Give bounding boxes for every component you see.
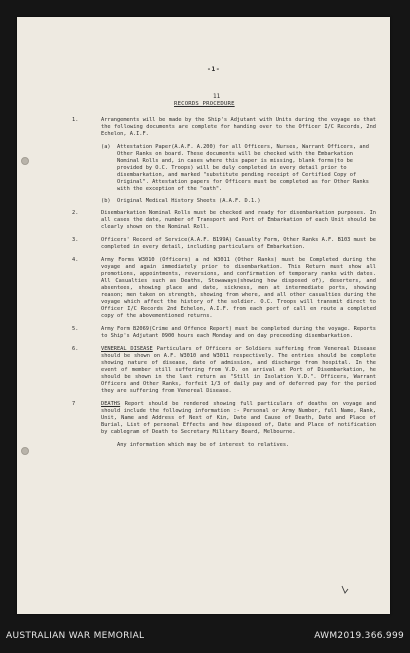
paragraph-4 xyxy=(17,257,390,320)
paragraph-number: 3. xyxy=(72,237,79,243)
page-number: -1- xyxy=(207,65,221,73)
institution-name: AUSTRALIAN WAR MEMORIAL xyxy=(6,631,145,641)
paragraph-body: Particulars of Officers or Soldiers suffering from Venereal Disease should be shown on A.F. W3010 and W3011 respectively. The entries should be complete showing nature of disease, date of admission, and discharge from hospital. In the event of member still suffering from V.D. on arrival at Port of Disembarkation, he should be shown in the last return as "Still in Isolation V.D.". Officers, Warrant Officers and Other Ranks, forfeit 1/3 of daily pay and of deferred pay for the period they are suffering from Venereal Disease. xyxy=(101,346,377,394)
paragraph-number: 7 xyxy=(72,401,76,407)
paragraph-2 xyxy=(17,210,390,231)
paragraph-number: 5. xyxy=(72,326,79,332)
paragraph-text: Officers' Record of Service(A.A.F. B199A) Casualty Form, Other Ranks A.F. B103 must be completed in every detail, including particulars of Embarkation. xyxy=(101,237,376,250)
paragraph-text xyxy=(101,401,376,436)
handwritten-tick-mark xyxy=(341,585,349,595)
subparagraph-a xyxy=(17,144,390,193)
paragraph-number: 4. xyxy=(72,257,79,263)
paragraph-5 xyxy=(17,326,390,340)
subparagraph-label: (a) xyxy=(101,144,111,150)
document-body xyxy=(17,117,390,449)
paragraph-text: Army Forms W3010 (Officers) a nd W3011 (Other Ranks) must be Completed during the voyage and again immediately prior to disembarkation. This Return must show all promotions, appointments, reversions, and confirmation of temporary ranks with dates. All Casualties such as Deaths, Stowaways(showing how disposed of), deserters, and absentees, showing place and date, sickness, men at intermediate ports, showing reason; men taken on strength, showing from where, and all other casualties during the voyage which affect the history of the soldier. O.C. Troops will transmit direct to Officer I/C Records 2nd Echelon, A.I.F. from each port of call en route a completed copy of the abovementioned returns. xyxy=(101,257,376,319)
paragraph-text xyxy=(101,346,376,395)
paragraph-1 xyxy=(17,117,390,138)
paragraph-text: Disembarkation Nominal Rolls must be checked and ready for disembarkation purposes. In all cases the date, number of Transport and Port of Embarkation of each Unit should be clearly shown on the Nominal Roll. xyxy=(101,210,376,230)
section-mark: 11 xyxy=(213,93,221,100)
paragraph-number: 1. xyxy=(72,117,79,123)
paragraph-text: Army Form B2069(Crime and Offence Report) must be completed during the voyage. Reports to Ship's Adjutant 0900 hours each Monday and on day preceeding disembarkation. xyxy=(101,326,376,339)
page-heading: RECORDS PROCEDURE xyxy=(174,101,235,107)
paragraph-number: 6. xyxy=(72,346,79,352)
paragraph-lead: DEATHS xyxy=(101,401,121,407)
paragraph-number: 2. xyxy=(72,210,79,216)
subparagraph-label: (b) xyxy=(101,198,111,204)
paragraph-body: Report should be rendered showing full particulars of deaths on voyage and should include the following information :- Personal or Army Number, full Name, Rank, Unit, Name and Address of Next of Kin, Date and Cause of Death, Date and Place of Burial, List of personal Effects and how disposed of, Date and Place of notification by cablegram of Death to Secretary Military Board, Melbourne. xyxy=(101,401,376,435)
paragraph-lead: VENEREAL DISEASE xyxy=(101,346,153,352)
paragraph-text: Arrangements will be made by the Ship's Adjutant with Units during the voyage so that the following documents are complete for handing over to the Officer I/C Records, 2nd Echelon, A.I.F. xyxy=(101,117,376,137)
accession-number: AWM2019.366.999 xyxy=(314,631,404,641)
caption-bar xyxy=(0,628,410,648)
document-page xyxy=(17,17,390,614)
paragraph-3 xyxy=(17,237,390,251)
paragraph-7 xyxy=(17,401,390,436)
subparagraph-b xyxy=(17,198,390,205)
subparagraph-text: Original Medical History Sheets (A.A.F. D.1.) xyxy=(117,198,261,204)
subparagraph-text: Attestation Paper(A.A.F. A.200) for all Officers, Nurses, Warrant Officers, and Other Ranks on board. These documents will be checked with the Embarkation Nominal Rolls and, in cases where this paper is missing, blank forms(to be provided by O.C. Troops) will be duly completed in every detail prior to disembarkation, and marked "substitute pending receipt of Certified Copy of Original". Attestation papers for Officers must be completed as for Other Ranks with the exception of the "oath". xyxy=(117,144,369,192)
paragraph-6 xyxy=(17,346,390,395)
closing-line: Any information which may be of interest to relatives. xyxy=(117,442,290,448)
